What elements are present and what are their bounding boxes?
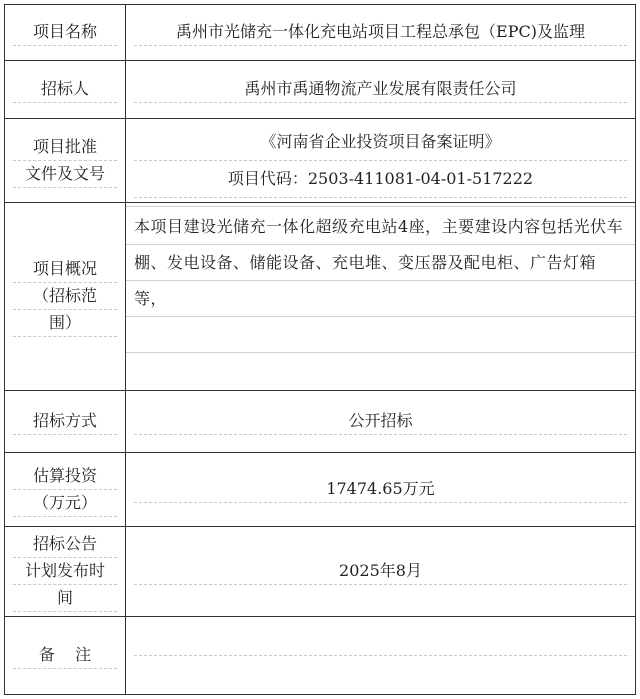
remarks-value [134,655,627,656]
row-project-name [5,5,636,61]
row-remarks [5,617,636,695]
project-name-value: 禹州市光储充一体化充电站项目工程总承包（EPC)及监理 [134,19,627,46]
approval-label-line2: 文件及文号 [13,161,117,188]
row-estimated-investment [5,453,636,527]
row-tenderer [5,61,636,119]
investment-value: 17474.65万元 [134,476,627,503]
label-cell [5,391,126,453]
tenderer-value: 禹州市禹通物流产业发展有限责任公司 [134,76,627,103]
value-cell [126,527,636,617]
value-cell [126,617,636,695]
announcement-label-line1: 招标公告 [13,531,117,558]
overview-label-line3: 围） [13,310,117,337]
label-cell [5,5,126,61]
tender-method-value: 公开招标 [134,408,627,435]
label-cell [5,203,126,391]
value-cell [126,391,636,453]
approval-document-name: 《河南省企业投资项目备案证明》 [134,124,627,161]
overview-label-line2: （招标范 [13,283,117,310]
announcement-label-line2: 计划发布时 [13,558,117,585]
label-cell [5,527,126,617]
value-cell [126,61,636,119]
overview-text: 本项目建设光储充一体化超级充电站4座，主要建设内容包括光伏车棚、发电设备、储能设备、充电堆、变压器及配电柜、广告灯箱等， [126,203,635,385]
tender-method-label: 招标方式 [13,408,117,435]
approval-label-line1: 项目批准 [13,134,117,161]
label-cell [5,617,126,695]
value-cell [126,119,636,203]
project-info-table [4,4,636,695]
remarks-label: 备 注 [13,642,117,669]
row-overview [5,203,636,391]
investment-label-line2: （万元） [13,490,117,517]
announcement-value: 2025年8月 [134,558,627,585]
label-cell [5,61,126,119]
value-cell [126,5,636,61]
row-tender-method [5,391,636,453]
value-cell [126,203,636,391]
label-cell [5,453,126,527]
value-cell [126,453,636,527]
row-announcement-plan [5,527,636,617]
overview-label-line1: 项目概况 [13,256,117,283]
approval-project-code: 项目代码：2503-411081-04-01-517222 [134,161,627,198]
announcement-label-line3: 间 [13,585,117,612]
project-name-label: 项目名称 [13,19,117,46]
investment-label-line1: 估算投资 [13,463,117,490]
row-approval [5,119,636,203]
label-cell [5,119,126,203]
tenderer-label: 招标人 [13,76,117,103]
